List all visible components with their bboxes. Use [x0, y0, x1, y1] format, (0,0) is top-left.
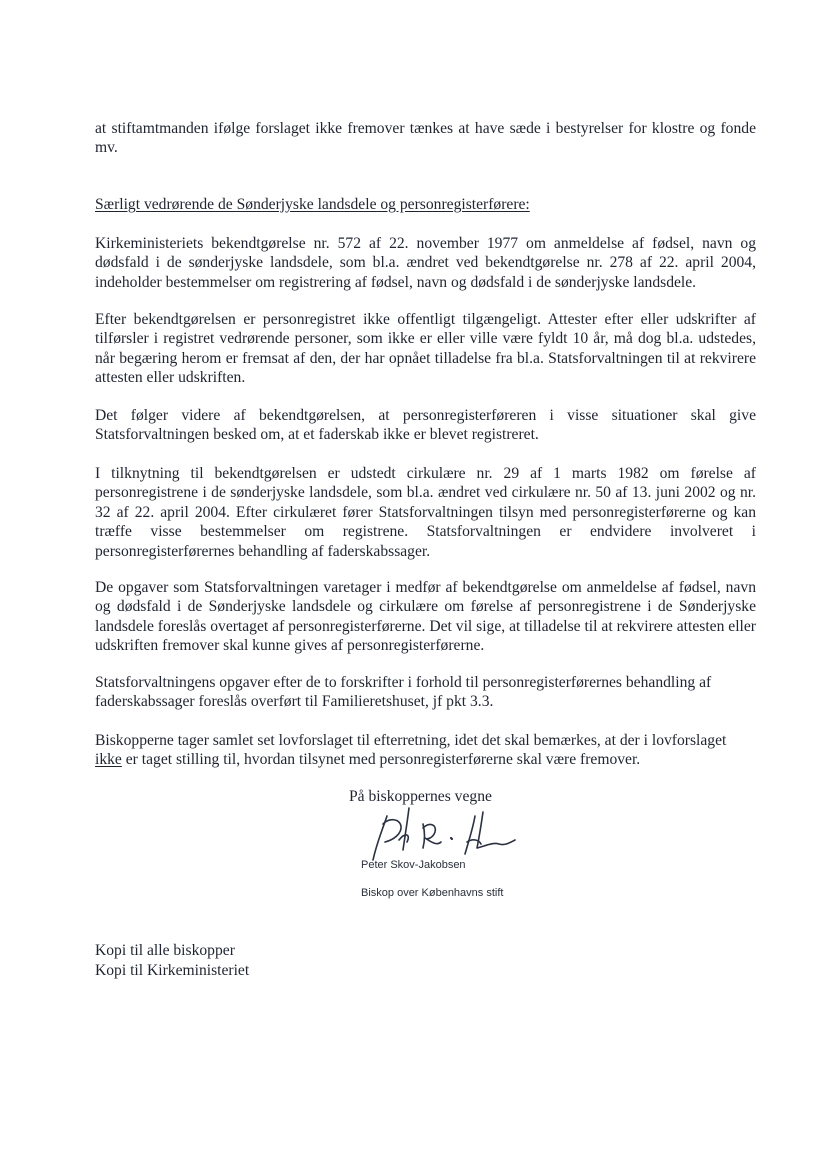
- signer-name: Peter Skov-Jakobsen: [361, 859, 466, 871]
- paragraph-personregister-access: Efter bekendtgørelsen er personregistret ikke offentligt tilgængeligt. Attester efter eller udskrifter af tilførsler i registret vedrørende personer, som ikke er eller ville være fyldt 10 år, må dog bl.a. udstedes, når begæring herom er fremsat af den, der har opnået tilladelse fra bl.a. Statsforvaltningen til at rekvirere attesten eller udskriften.: [95, 311, 756, 387]
- section-heading: [95, 195, 756, 214]
- paragraph-opgaver: De opgaver som Statsforvaltningen varetager i medfør af bekendtgørelse om anmeldelse af fødsel, navn og dødsfald i de Sønderjyske landsdele og cirkulære om førelse af personregistrene i de Sønderjyske landsdele foreslås overtaget af personregisterførerne. Det vil sige, at tilladelse til at rekvirere attesten eller udskriften fremover skal kunne gives af personregisterførerne.: [95, 579, 756, 655]
- paragraph-cirkulaere: I tilknytning til bekendtgørelsen er udstedt cirkulære nr. 29 af 1 marts 1982 om førelse af personregistrene i de sønderjyske landsdele, som bl.a. ændret ved cirkulære nr. 50 af 13. juni 2002 og nr. 32 af 22. april 2004. Efter cirkulæret fører Statsforvaltningen tilsyn med personregisterførerne og kan træffe visse bestemmelser om registrene. Statsforvaltningen er endvidere involveret i personregisterførernes behandling af faderskabssager.: [95, 465, 756, 560]
- conclusion-emphasis: ikke: [95, 751, 122, 769]
- paragraph-faderskab: Det følger videre af bekendtgørelsen, at personregisterføreren i visse situationer skal give Statsforvaltningen besked om, at et faderskab ikke er blevet registreret.: [95, 407, 756, 444]
- paragraph-bekendtgoerelse: Kirkeministeriets bekendtgørelse nr. 572 af 22. november 1977 om anmeldelse af fødsel, navn og dødsfald i de sønderjyske landsdele, som bl.a. ændret ved bekendtgørelse nr. 278 af 22. april 2004, indeholder bestemmelser om registrering af fødsel, navn og dødsfald i de sønderjyske landsdele.: [95, 235, 756, 291]
- on-behalf-line: På biskoppernes vegne: [349, 788, 492, 805]
- signer-title: Biskop over Københavns stift: [361, 887, 504, 899]
- conclusion-text-after: er taget stilling til, hvordan tilsynet med personregisterførerne skal være fremover.: [121, 751, 641, 769]
- handwritten-signature: [365, 802, 525, 864]
- copy-recipient: Kopi til Kirkeministeriet: [95, 962, 250, 979]
- copy-recipient: Kopi til alle biskopper: [95, 942, 235, 959]
- conclusion-text-before: Biskopperne tager samlet set lovforslaget til efterretning, idet det skal bemærkes, at der i lovforslaget: [95, 732, 727, 749]
- copies-list: [95, 941, 249, 981]
- section-heading-text: Særligt vedrørende de Sønderjyske landsdele og personregisterførere:: [95, 196, 530, 213]
- paragraph-familieretshuset: Statsforvaltningens opgaver efter de to forskrifter i forhold til personregisterførernes behandling af faderskabssager foreslås overført til Familieretshuset, jf pkt 3.3.: [95, 674, 712, 711]
- intro-paragraph-tail: at stiftamtmanden ifølge forslaget ikke fremover tænkes at have sæde i bestyrelser for klostre og fonde mv.: [95, 120, 756, 157]
- paragraph-conclusion: [95, 731, 756, 770]
